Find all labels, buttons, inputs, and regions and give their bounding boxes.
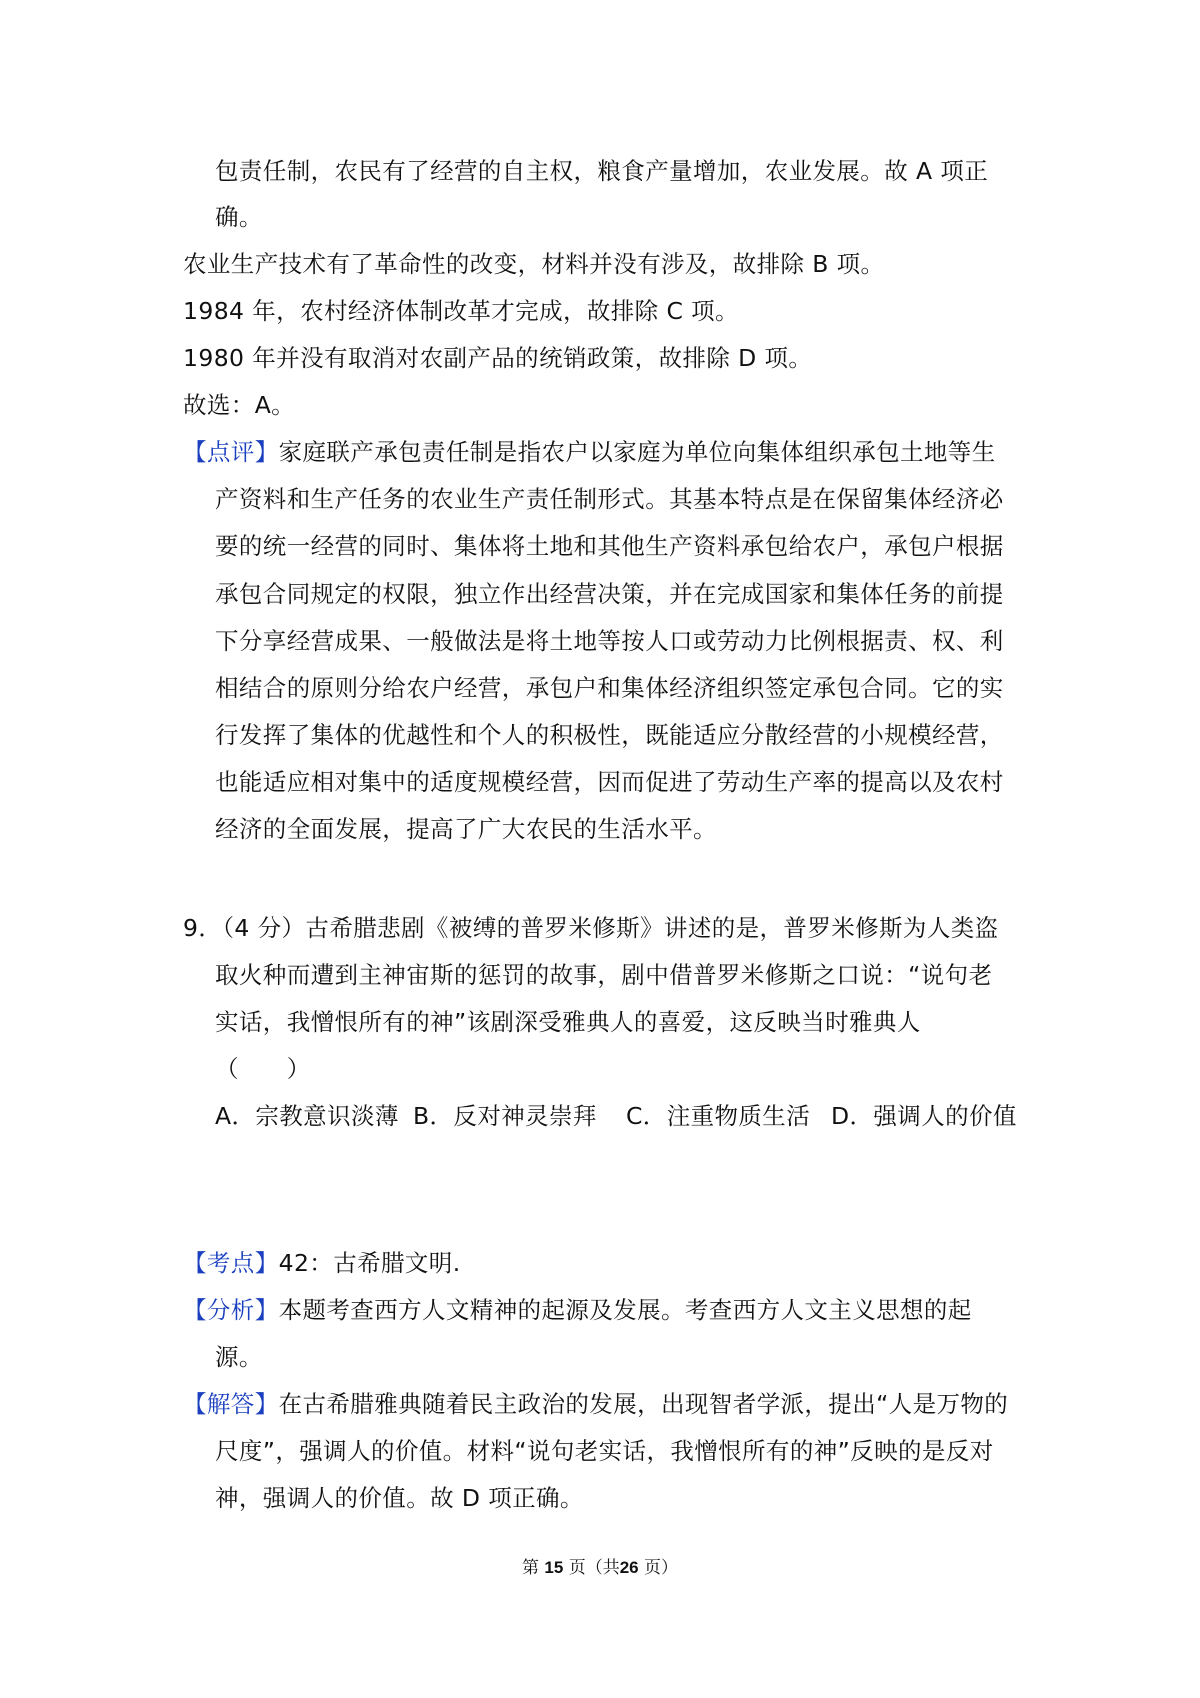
comment-line: 下分享经营成果、一般做法是将土地等按人口或劳动力比例根据责、权、利 bbox=[215, 627, 1004, 655]
comment-line: 行发挥了集体的优越性和个人的积极性，既能适应分散经营的小规模经营， bbox=[215, 721, 1004, 749]
comment-line: 也能适应相对集中的适度规模经营，因而促进了劳动生产率的提高以及农村 bbox=[215, 768, 1004, 796]
question-stem-line: 取火种而遭到主神宙斯的惩罚的故事，剧中借普罗米修斯之口说：“说句老 bbox=[215, 961, 993, 989]
question-stem-line: 9．（4 分）古希腊悲剧《被缚的普罗米修斯》讲述的是，普罗米修斯为人类盗 bbox=[183, 914, 999, 942]
page-footer bbox=[0, 1556, 1200, 1580]
jieda-first-line bbox=[183, 1388, 1008, 1420]
option-d: D．强调人的价值 bbox=[831, 1102, 1017, 1130]
question-stem-line: 实话，我憎恨所有的神”该剧深受雅典人的喜爱，这反映当时雅典人 bbox=[215, 1008, 921, 1036]
comment-text: 家庭联产承包责任制是指农户以家庭为单位向集体组织承包土地等生 bbox=[278, 438, 996, 466]
fenxi-tag: 【分析】 bbox=[183, 1296, 279, 1324]
fenxi-line: 源。 bbox=[215, 1343, 263, 1371]
comment-line: 要的统一经营的同时、集体将土地和其他生产资料承包给农户，承包户根据 bbox=[215, 532, 1004, 560]
comment-first-line bbox=[183, 436, 996, 468]
kaodian-text: 42：古希腊文明. bbox=[278, 1249, 461, 1277]
comment-tag: 【点评】 bbox=[183, 438, 279, 466]
footer-mid: 页（共 bbox=[568, 1558, 620, 1578]
total-page-number: 26 bbox=[619, 1558, 639, 1577]
kaodian-line bbox=[183, 1247, 461, 1279]
kaodian-tag: 【考点】 bbox=[183, 1249, 279, 1277]
options-row bbox=[215, 1100, 1017, 1132]
fenxi-text: 本题考查西方人文精神的起源及发展。考查西方人文主义思想的起 bbox=[278, 1296, 972, 1324]
comment-line: 经济的全面发展，提高了广大农民的生活水平。 bbox=[215, 815, 717, 843]
option-a: A．宗教意识淡薄 bbox=[215, 1102, 399, 1130]
analysis-line: 农业生产技术有了革命性的改变，材料并没有涉及，故排除 B 项。 bbox=[183, 250, 885, 278]
option-b: B．反对神灵崇拜 bbox=[413, 1102, 597, 1130]
analysis-line: 包责任制，农民有了经营的自主权，粮食产量增加，农业发展。故 A 项正 bbox=[215, 157, 989, 185]
jieda-line: 尺度”，强调人的价值。材料“说句老实话，我憎恨所有的神”反映的是反对 bbox=[215, 1437, 994, 1465]
comment-line: 产资料和生产任务的农业生产责任制形式。其基本特点是在保留集体经济必 bbox=[215, 485, 1004, 513]
analysis-line: 1984 年，农村经济体制改革才完成，故排除 C 项。 bbox=[183, 297, 739, 325]
answer-blank: （ ） bbox=[215, 1055, 311, 1083]
footer-prefix: 第 bbox=[521, 1558, 539, 1578]
jieda-text: 在古希腊雅典随着民主政治的发展，出现智者学派，提出“人是万物的 bbox=[278, 1390, 1009, 1418]
analysis-line: 1980 年并没有取消对农副产品的统销政策，故排除 D 项。 bbox=[183, 344, 813, 372]
footer-suffix: 页） bbox=[644, 1558, 679, 1578]
jieda-tag: 【解答】 bbox=[183, 1390, 279, 1418]
jieda-line: 神，强调人的价值。故 D 项正确。 bbox=[215, 1484, 584, 1512]
answer-line: 故选：A。 bbox=[183, 391, 296, 419]
comment-line: 相结合的原则分给农户经营，承包户和集体经济组织签定承包合同。它的实 bbox=[215, 674, 1004, 702]
option-c: C．注重物质生活 bbox=[626, 1102, 811, 1130]
analysis-line: 确。 bbox=[215, 203, 263, 231]
fenxi-first-line bbox=[183, 1294, 972, 1326]
current-page-number: 15 bbox=[544, 1558, 564, 1577]
comment-line: 承包合同规定的权限，独立作出经营决策，并在完成国家和集体任务的前提 bbox=[215, 580, 1004, 608]
